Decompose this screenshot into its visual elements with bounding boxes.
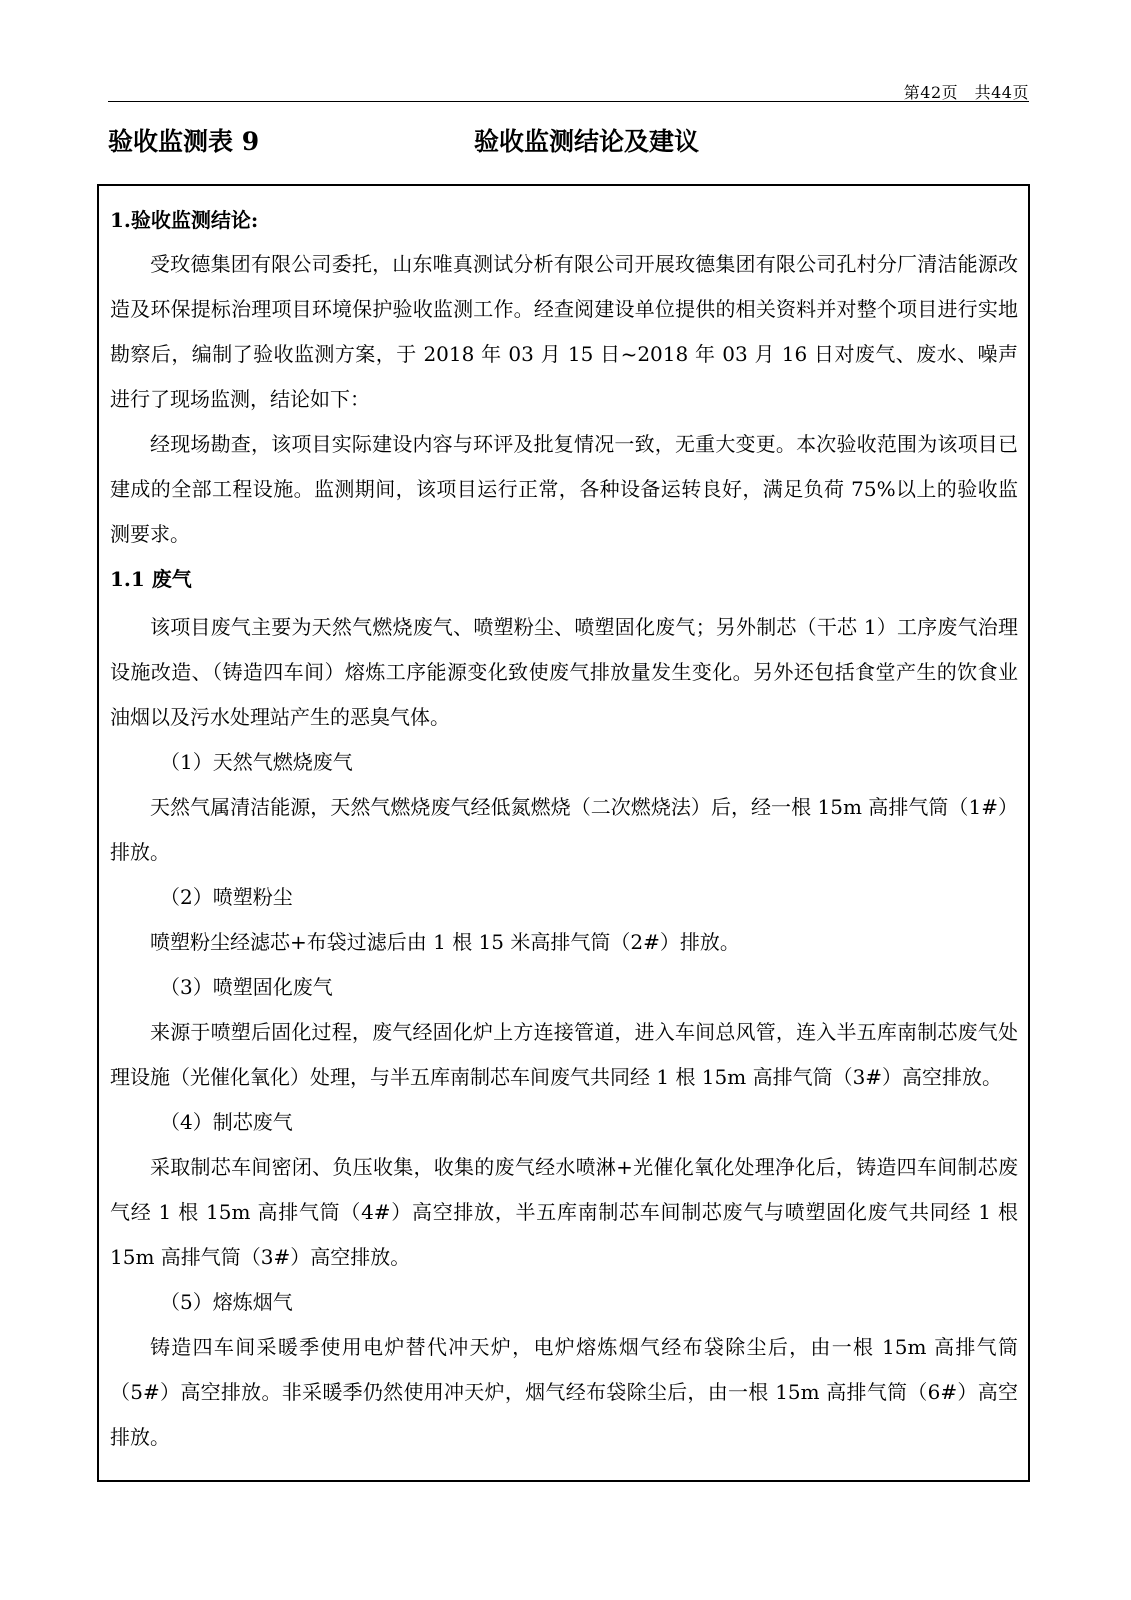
item-text-3: 来源于喷塑后固化过程，废气经固化炉上方连接管道，进入车间总风管，连入半五库南制芯废气处理设施（光催化氧化）处理，与半五库南制芯车间废气共同经 1 根 15m 高排气筒（3#）高空排放。: [110, 1020, 1018, 1089]
page-number: 第42页 共44页: [903, 83, 1029, 102]
content-box: [97, 184, 1030, 1482]
item-label-4: （4）制芯废气: [160, 1110, 293, 1134]
header-rule: [108, 101, 1029, 102]
section-title-conclusion: 1.验收监测结论:: [110, 208, 259, 232]
section-title-waste-gas: 1.1 废气: [110, 567, 192, 591]
item-text-2: 喷塑粉尘经滤芯+布袋过滤后由 1 根 15 米高排气筒（2#）排放。: [150, 930, 740, 954]
item-text-5: 铸造四车间采暖季使用电炉替代冲天炉，电炉熔炼烟气经布袋除尘后，由一根 15m 高排气筒（5#）高空排放。非采暖季仍然使用冲天炉，烟气经布袋除尘后，由一根 15m 高排气筒（6#）高空排放。: [110, 1335, 1018, 1449]
intro-paragraph-1: 受玫德集团有限公司委托，山东唯真测试分析有限公司开展玫德集团有限公司孔村分厂清洁能源改造及环保提标治理项目环境保护验收监测工作。经查阅建设单位提供的相关资料并对整个项目进行实地勘察后，编制了验收监测方案，于 2018 年 03 月 15 日~2018 年 03 月 16 日对废气、废水、噪声进行了现场监测，结论如下：: [110, 252, 1018, 411]
item-label-1: （1）天然气燃烧废气: [160, 750, 353, 774]
item-text-1: 天然气属清洁能源，天然气燃烧废气经低氮燃烧（二次燃烧法）后，经一根 15m 高排气筒（1#）排放。: [110, 795, 1018, 864]
page-title: 验收监测结论及建议: [474, 127, 700, 156]
waste-gas-intro: 该项目废气主要为天然气燃烧废气、喷塑粉尘、喷塑固化废气；另外制芯（干芯 1）工序废气治理设施改造、（铸造四车间）熔炼工序能源变化致使废气排放量发生变化。另外还包括食堂产生的饮食业油烟以及污水处理站产生的恶臭气体。: [110, 615, 1018, 729]
table-label: 验收监测表 9: [108, 127, 260, 156]
intro-paragraph-2: 经现场勘查，该项目实际建设内容与环评及批复情况一致，无重大变更。本次验收范围为该项目已建成的全部工程设施。监测期间，该项目运行正常，各种设备运转良好，满足负荷 75%以上的验收监测要求。: [110, 432, 1018, 546]
item-label-3: （3）喷塑固化废气: [160, 975, 333, 999]
item-label-2: （2）喷塑粉尘: [160, 885, 293, 909]
item-text-4: 采取制芯车间密闭、负压收集，收集的废气经水喷淋+光催化氧化处理净化后，铸造四车间制芯废气经 1 根 15m 高排气筒（4#）高空排放，半五库南制芯车间制芯废气与喷塑固化废气共同经 1 根 15m 高排气筒（3#）高空排放。: [110, 1155, 1018, 1269]
item-label-5: （5）熔炼烟气: [160, 1290, 293, 1314]
